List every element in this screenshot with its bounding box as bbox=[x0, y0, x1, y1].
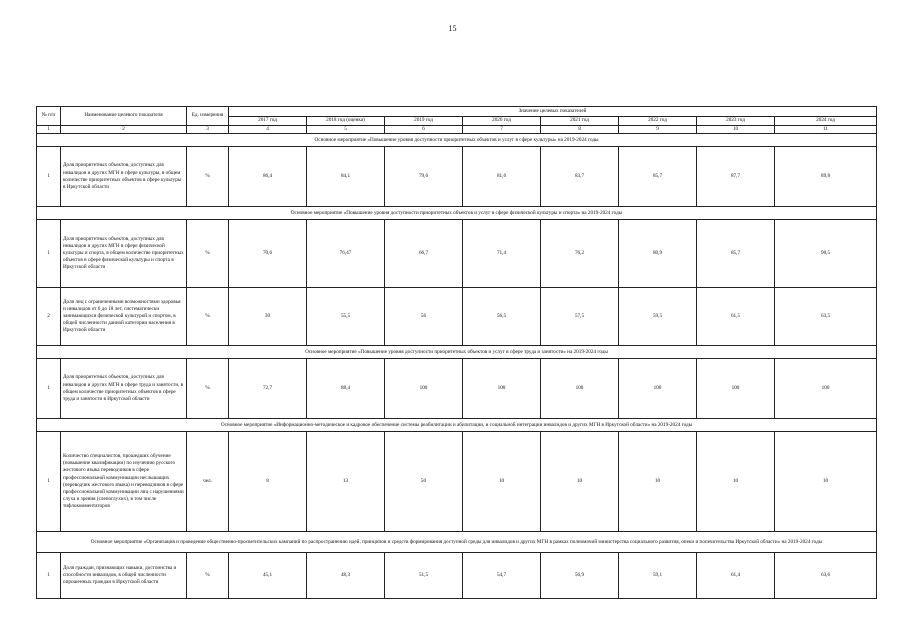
value-cell: 61,5 bbox=[697, 288, 775, 346]
value-cell: 85,7 bbox=[697, 220, 775, 288]
indicator-name: Доля приоритетных объектов, доступных для инвалидов и других МГН в сфере труда и занятости, в общем количестве приоритетных объектов в сфере труда и занятости в Иркутской области bbox=[61, 359, 187, 419]
indicators-table bbox=[36, 106, 877, 599]
value-cell: 90,5 bbox=[775, 220, 877, 288]
value-cell: 100 bbox=[541, 359, 619, 419]
section-row bbox=[37, 346, 877, 359]
row-number: 1 bbox=[37, 359, 61, 419]
section-title: Основное мероприятие «Организация и проведение общественно-просветительских кампаний по распространению идей, принципов и средств формирования доступной среды для инвалидов и других МГН в рамках полномочий министерства социального развития, опеки и попечительства Иркутской области» на 2019-2024 годы bbox=[37, 532, 877, 553]
header-year: 2023 год bbox=[697, 117, 775, 126]
column-number: 10 bbox=[697, 126, 775, 134]
row-number: 1 bbox=[37, 147, 61, 207]
value-cell: 72,7 bbox=[229, 359, 307, 419]
column-number: 7 bbox=[463, 126, 541, 134]
value-cell: 85,7 bbox=[619, 147, 697, 207]
value-cell: 8 bbox=[229, 432, 307, 532]
section-title: Основное мероприятие «Повышение уровня доступности приоритетных объектов и услуг в сфере культуры» на 2019-2024 годы bbox=[37, 134, 877, 147]
value-cell: 56,9 bbox=[541, 553, 619, 599]
value-cell: 100 bbox=[619, 359, 697, 419]
table-row bbox=[37, 147, 877, 207]
value-cell: 10 bbox=[619, 432, 697, 532]
value-cell: 100 bbox=[775, 359, 877, 419]
value-cell: 83,7 bbox=[541, 147, 619, 207]
value-cell: 81,6 bbox=[463, 147, 541, 207]
row-number: 1 bbox=[37, 432, 61, 532]
header-year: 2019 год bbox=[385, 117, 463, 126]
value-cell: 61,4 bbox=[697, 553, 775, 599]
value-cell: 50 bbox=[385, 432, 463, 532]
table-body bbox=[37, 134, 877, 599]
indicator-name: Доля приоритетных объектов, доступных для инвалидов и других МГН в сфере физической культуры и спорта, в общем количестве приоритетных объектов в сфере физической культуры и спорта в Иркутской области bbox=[61, 220, 187, 288]
section-row bbox=[37, 532, 877, 553]
column-number: 11 bbox=[775, 126, 877, 134]
value-cell: 51,5 bbox=[385, 553, 463, 599]
column-number: 1 bbox=[37, 126, 61, 134]
header-year: 2021 год bbox=[541, 117, 619, 126]
value-cell: 100 bbox=[463, 359, 541, 419]
header-name: Наименование целевого показателя bbox=[61, 107, 187, 126]
column-number: 3 bbox=[187, 126, 229, 134]
value-cell: 57,5 bbox=[541, 288, 619, 346]
row-number: 1 bbox=[37, 553, 61, 599]
section-row bbox=[37, 207, 877, 220]
section-row bbox=[37, 419, 877, 432]
value-cell: 76,47 bbox=[307, 220, 385, 288]
table-row bbox=[37, 220, 877, 288]
header-year: 2020 год bbox=[463, 117, 541, 126]
value-cell: 66,7 bbox=[385, 220, 463, 288]
unit-cell: чел. bbox=[187, 432, 229, 532]
value-cell: 100 bbox=[385, 359, 463, 419]
header-year: 2018 год (оценка) bbox=[307, 117, 385, 126]
value-cell: 89,8 bbox=[775, 147, 877, 207]
row-number: 1 bbox=[37, 220, 61, 288]
value-cell: 76,2 bbox=[541, 220, 619, 288]
value-cell: 54,7 bbox=[463, 553, 541, 599]
section-row bbox=[37, 134, 877, 147]
page-number: 15 bbox=[448, 24, 457, 33]
value-cell: 10 bbox=[463, 432, 541, 532]
unit-cell: % bbox=[187, 359, 229, 419]
value-cell: 63,5 bbox=[775, 288, 877, 346]
table-row bbox=[37, 432, 877, 532]
column-number: 6 bbox=[385, 126, 463, 134]
value-cell: 86,4 bbox=[229, 147, 307, 207]
header-values-group: Значение целевых показателей bbox=[229, 107, 877, 117]
value-cell: 79,6 bbox=[385, 147, 463, 207]
value-cell: 56,5 bbox=[463, 288, 541, 346]
value-cell: 10 bbox=[775, 432, 877, 532]
table-row bbox=[37, 288, 877, 346]
column-number: 5 bbox=[307, 126, 385, 134]
unit-cell: % bbox=[187, 147, 229, 207]
column-number: 2 bbox=[61, 126, 187, 134]
value-cell: 56 bbox=[385, 288, 463, 346]
value-cell: 10 bbox=[697, 432, 775, 532]
value-cell: 13 bbox=[307, 432, 385, 532]
section-title: Основное мероприятие «Информационно-методическое и кадровое обеспечение системы реабилитации и абилитации, и социальной интеграции инвалидов и других МГН в Иркутской области» на 2019-2024 годы bbox=[37, 419, 877, 432]
section-title: Основное мероприятие «Повышение уровня доступности приоритетных объектов и услуг в сфере физической культуры и спорта» на 2019-2024 годы bbox=[37, 207, 877, 220]
value-cell: 55,5 bbox=[307, 288, 385, 346]
value-cell: 100 bbox=[697, 359, 775, 419]
value-cell: 70,6 bbox=[229, 220, 307, 288]
header-unit: Ед. измерения bbox=[187, 107, 229, 126]
value-cell: 59,5 bbox=[619, 288, 697, 346]
row-number: 2 bbox=[37, 288, 61, 346]
value-cell: 30 bbox=[229, 288, 307, 346]
table-row bbox=[37, 359, 877, 419]
column-numbers-row bbox=[37, 126, 877, 134]
value-cell: 87,7 bbox=[697, 147, 775, 207]
column-number: 8 bbox=[541, 126, 619, 134]
value-cell: 10 bbox=[541, 432, 619, 532]
value-cell: 45,1 bbox=[229, 553, 307, 599]
header-year: 2024 год bbox=[775, 117, 877, 126]
indicator-name: Доля лиц с ограниченными возможностями здоровья и инвалидов от 6 до 18 лет, систематически занимающихся физической культурой и спортом, в общей численности данной категории населения в Иркутской области bbox=[61, 288, 187, 346]
value-cell: 84,1 bbox=[307, 147, 385, 207]
value-cell: 80,9 bbox=[619, 220, 697, 288]
indicator-name: Доля приоритетных объектов, доступных для инвалидов и других МГН в сфере культуры, в общем количестве приоритетных объектов в сфере культуры в Иркутской области bbox=[61, 147, 187, 207]
header-year: 2017 год bbox=[229, 117, 307, 126]
value-cell: 71,4 bbox=[463, 220, 541, 288]
value-cell: 48,3 bbox=[307, 553, 385, 599]
value-cell: 59,1 bbox=[619, 553, 697, 599]
header-num: № п/п bbox=[37, 107, 61, 126]
header-year: 2022 год bbox=[619, 117, 697, 126]
value-cell: 88,4 bbox=[307, 359, 385, 419]
indicator-name: Доля граждан, признающих навыки, достоинства и способности инвалидов, в общей численности опрошенных граждан в Иркутской области bbox=[61, 553, 187, 599]
table-row bbox=[37, 553, 877, 599]
column-number: 9 bbox=[619, 126, 697, 134]
section-title: Основное мероприятие «Повышение уровня доступности приоритетных объектов и услуг в сфере труда и занятости» на 2019-2024 годы bbox=[37, 346, 877, 359]
indicator-name: Количество специалистов, прошедших обучение (повышение квалификации) по изучению русского жестового языка переводчиков в сфере профессиональной коммуникации неслышащих (переводчик жестового языка) и переводчиков в сфере профессиональной коммуникации лиц с нарушениями слуха и зрения (слепоглухих), в том числе тифлокомментаторов bbox=[61, 432, 187, 532]
unit-cell: % bbox=[187, 220, 229, 288]
unit-cell: % bbox=[187, 553, 229, 599]
unit-cell: % bbox=[187, 288, 229, 346]
value-cell: 63,6 bbox=[775, 553, 877, 599]
column-number: 4 bbox=[229, 126, 307, 134]
